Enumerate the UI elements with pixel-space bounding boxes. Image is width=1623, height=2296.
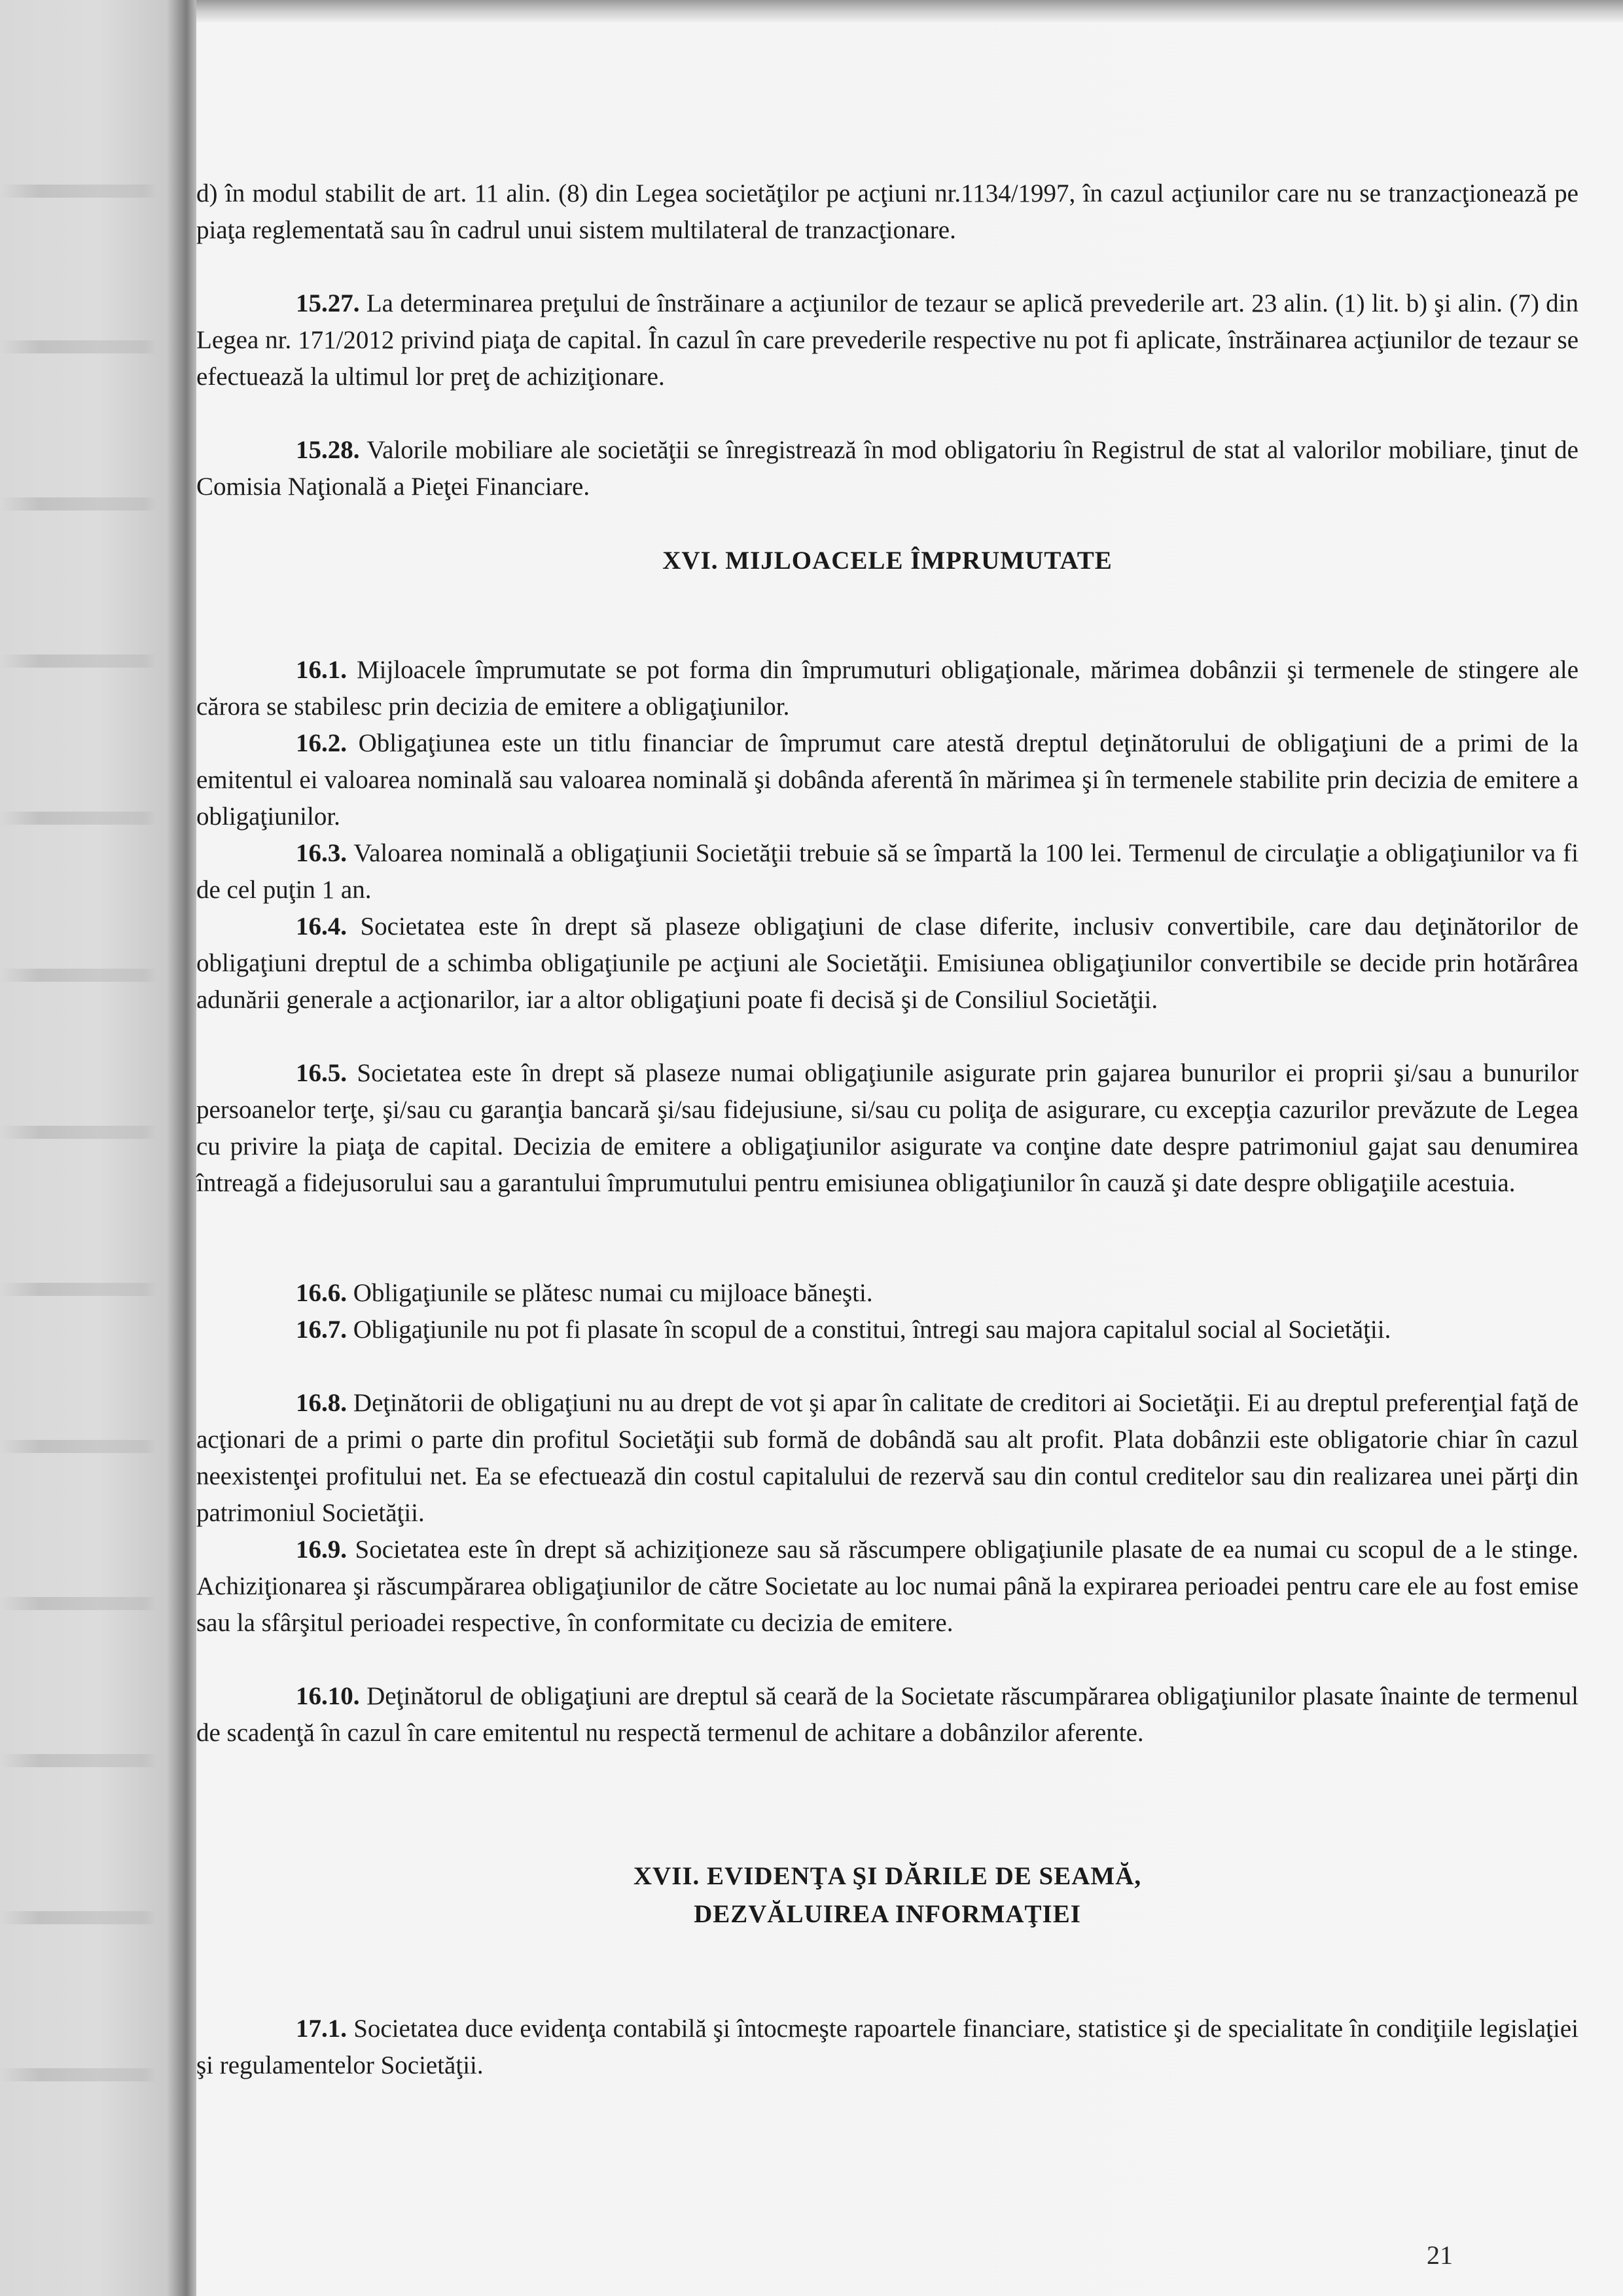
paragraph-number: 16.4. bbox=[296, 912, 347, 941]
paragraph-text: Deţinătorul de obligaţiuni are dreptul să ceară de la Societate răscumpărarea obligaţiunilor plasate înainte de termenul de scadenţă în cazul în care emitentul nu respectă termenul de achitare a dobânzilor aferente. bbox=[196, 1682, 1578, 1747]
paragraph-16-9 bbox=[196, 1532, 1578, 1641]
paragraph-16-8 bbox=[196, 1385, 1578, 1532]
paragraph-text: Deţinătorii de obligaţiuni nu au drept de vot şi apar în calitate de creditori ai Societăţii. Ei au dreptul preferenţial faţă de acţionari de a primi o parte din profitul Societăţii sub formă de dobândă sau alt profit. Plata dobânzii este obligatorie chiar în cazul neexistenţei profitului net. Ea se efectuează din costul capitalului de rezervă sau din contul creditelor sau din realizarea unei părţi din patrimoniul Societăţii. bbox=[196, 1389, 1579, 1527]
paragraph-16-3 bbox=[196, 835, 1578, 908]
bleed-through bbox=[0, 1440, 157, 1453]
paragraph-16-2 bbox=[196, 725, 1578, 835]
paragraph-16-7 bbox=[196, 1312, 1578, 1348]
paragraph-15-26-d bbox=[196, 175, 1578, 249]
bleed-through bbox=[0, 655, 157, 668]
paragraph-15-28 bbox=[196, 432, 1578, 505]
paragraph-17-1 bbox=[196, 2011, 1578, 2084]
paragraph-text: Societatea duce evidenţa contabilă şi întocmeşte rapoartele financiare, statistice şi de specialitate în condiţiile legislaţiei şi regulamentelor Societăţii. bbox=[196, 2015, 1578, 2079]
paragraph-number: 17.1. bbox=[296, 2015, 347, 2043]
paragraph-number: 16.8. bbox=[296, 1389, 347, 1417]
paragraph-number: 16.1. bbox=[296, 656, 347, 684]
paragraph-text: Valoarea nominală a obligaţiunii Societăţii trebuie să se împartă la 100 lei. Termenul de circulaţie a obligaţiunilor va fi de cel puţin 1 an. bbox=[196, 839, 1578, 904]
paragraph-number: 16.9. bbox=[296, 1535, 347, 1564]
paragraph-text: Obligaţiunea este un titlu financiar de împrumut care atestă dreptul deţinătorului de obligaţiuni de a primi de la emitentul ei valoarea nominală sau valoarea nominală şi dobânda aferentă în mărimea şi în termenele stabilite prin decizia de emitere a obligaţiunilor. bbox=[196, 729, 1578, 831]
paragraph-number: 16.10. bbox=[296, 1682, 360, 1710]
bleed-through bbox=[0, 1126, 157, 1139]
paragraph-number: 16.6. bbox=[296, 1279, 347, 1307]
paragraph-16-4 bbox=[196, 908, 1578, 1018]
paragraph-text: Valorile mobiliare ale societăţii se înregistrează în mod obligatoriu în Registrul de stat al valorilor mobiliare, ţinut de Comisia Naţională a Pieţei Financiare. bbox=[196, 436, 1578, 501]
paragraph-15-27 bbox=[196, 285, 1578, 395]
paragraph-16-10 bbox=[196, 1678, 1578, 1751]
paragraph-number: 15.27. bbox=[296, 289, 360, 317]
paragraph-text: d) în modul stabilit de art. 11 alin. (8) din Legea societăţilor pe acţiuni nr.1134/1997, în cazul acţiunilor care nu se tranzacţionează pe piaţa reglementată sau în cadrul unui sistem multilateral de tranzacţionare. bbox=[196, 179, 1578, 244]
bleed-through bbox=[0, 497, 157, 511]
bleed-through bbox=[0, 340, 157, 353]
paragraph-number: 16.3. bbox=[296, 839, 347, 867]
bleed-through bbox=[0, 1597, 157, 1610]
paragraph-text: Obligaţiunile nu pot fi plasate în scopul de a constitui, întregi sau majora capitalul social al Societăţii. bbox=[353, 1316, 1391, 1344]
paragraph-number: 15.28. bbox=[296, 436, 360, 464]
paragraph-text: Mijloacele împrumutate se pot forma din împrumuturi obligaţionale, mărimea dobânzii şi termenele de stingere ale cărora se stabilesc prin decizia de emitere a obligaţiunilor. bbox=[196, 656, 1579, 721]
bleed-through bbox=[0, 812, 157, 825]
section-heading-xvii bbox=[196, 1857, 1578, 1933]
bleed-through bbox=[0, 2068, 157, 2081]
heading-line: XVI. MIJLOACELE ÎMPRUMUTATE bbox=[662, 547, 1113, 575]
bleed-through bbox=[0, 1754, 157, 1767]
paragraph-text: Societatea este în drept să plaseze numai obligaţiunile asigurate prin gajarea bunurilor ei proprii şi/sau a bunurilor persoanelor terţe, şi/sau cu garanţia bancară şi/sau fidejusiune, si/sau cu poliţa de asigurare, cu excepţia cazurilor prevăzute de Legea cu privire la piaţa de capital. Decizia de emitere a obligaţiunilor asigurate va conţine date despre patrimoniul gajat sau denumirea întreagă a fidejusorului sau a garantului împrumutului pentru emisiunea obligaţiunilor în cauză şi date despre obligaţiile acestuia. bbox=[196, 1059, 1578, 1197]
heading-line: XVII. EVIDENŢA ŞI DĂRILE DE SEAMĂ, bbox=[633, 1862, 1142, 1890]
bleed-through bbox=[0, 1283, 157, 1296]
page-number: 21 bbox=[1427, 2240, 1453, 2270]
paragraph-number: 16.2. bbox=[296, 729, 347, 757]
bleed-through bbox=[0, 185, 157, 198]
paragraph-16-5 bbox=[196, 1055, 1578, 1202]
paragraph-number: 16.7. bbox=[296, 1316, 347, 1344]
paragraph-text: Societatea este în drept să achiziţioneze sau să răscumpere obligaţiunile plasate de ea numai cu scopul de a le stinge. Achiziţionarea şi răscumpărarea obligaţiunilor de către Societate au loc numai până la expirarea perioadei pentru care ele au fost emise sau la sfârşitul perioadei respective, în conformitate cu decizia de emitere. bbox=[196, 1535, 1579, 1637]
paragraph-text: Obligaţiunile se plătesc numai cu mijloace băneşti. bbox=[353, 1279, 873, 1307]
section-heading-xvi bbox=[196, 542, 1578, 580]
paragraph-number: 16.5. bbox=[296, 1059, 347, 1087]
paragraph-text: La determinarea preţului de înstrăinare a acţiunilor de tezaur se aplică prevederile art. 23 alin. (1) lit. b) şi alin. (7) din Legea nr. 171/2012 privind piaţa de capital. În cazul în care prevederile respective nu pot fi aplicate, înstrăinarea acţiunilor de tezaur se efectuează la ultimul lor preţ de achiziţionare. bbox=[196, 289, 1578, 391]
page-body bbox=[196, 0, 1580, 2296]
paragraph-16-6 bbox=[196, 1275, 1578, 1312]
bleed-through bbox=[0, 1911, 157, 1924]
bleed-through bbox=[0, 969, 157, 982]
paragraph-text: Societatea este în drept să plaseze obligaţiuni de clase diferite, inclusiv convertibile, care dau deţinătorilor de obligaţiuni dreptul de a schimba obligaţiunile pe acţiuni ale Societăţii. Emisiunea obligaţiunilor convertibile se decide prin hotărârea adunării generale a acţionarilor, iar a altor obligaţiuni poate fi decisă şi de Consiliul Societăţii. bbox=[196, 912, 1578, 1014]
heading-line: DEZVĂLUIREA INFORMAŢIEI bbox=[694, 1900, 1081, 1928]
paragraph-16-1 bbox=[196, 652, 1578, 725]
